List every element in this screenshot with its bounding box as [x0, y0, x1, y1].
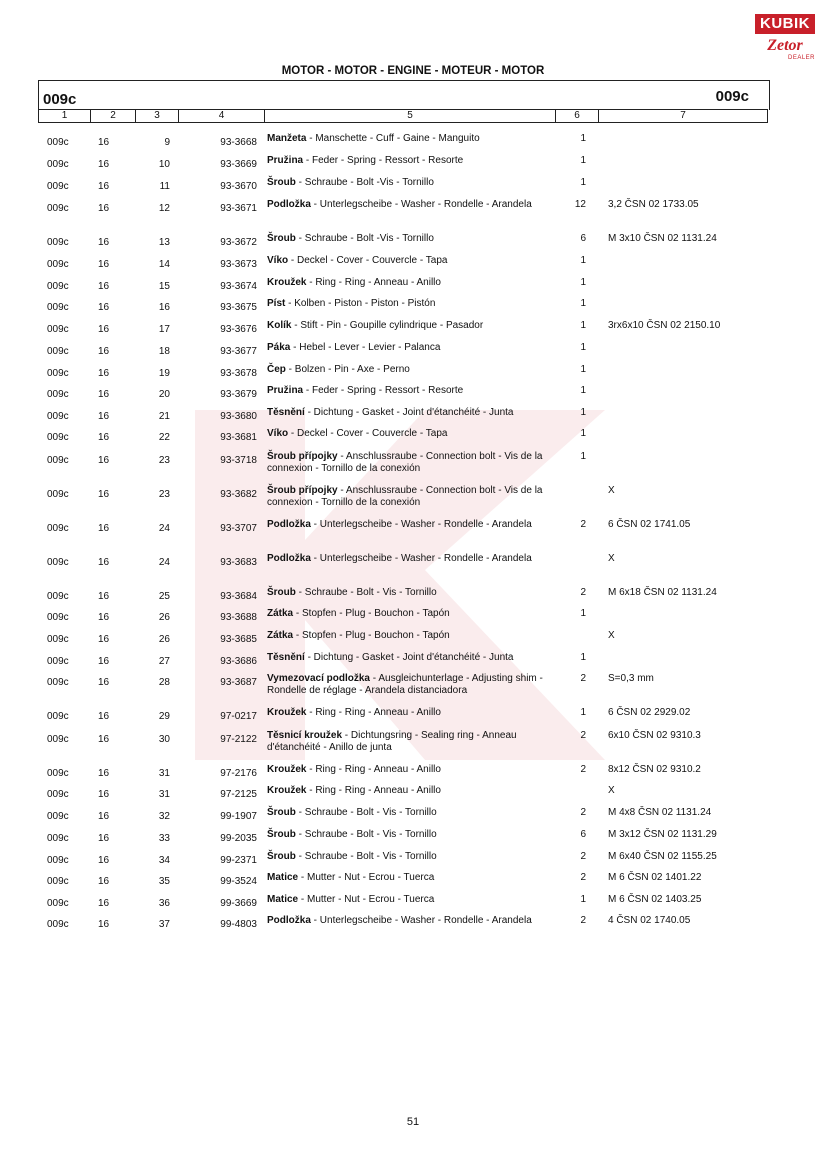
- part-translations: - Schraube - Bolt -Vis - Tornillo: [295, 233, 434, 244]
- cell-section: 16: [98, 677, 110, 688]
- cell-position: 37: [158, 919, 170, 930]
- column-header: 3: [136, 110, 179, 122]
- cell-group: 009c: [47, 612, 69, 623]
- cell-part-number: 93-3681: [220, 432, 257, 443]
- column-header: 2: [91, 110, 136, 122]
- cell-section: 16: [98, 855, 110, 866]
- cell-section: 16: [98, 591, 110, 602]
- part-translations: - Unterlegscheibe - Washer - Rondelle - Arandela: [310, 199, 532, 210]
- cell-description: [267, 872, 562, 884]
- cell-quantity: 1: [580, 652, 586, 663]
- cell-position: 34: [158, 855, 170, 866]
- part-name: Šroub: [267, 587, 296, 598]
- part-name: Kroužek: [267, 764, 307, 775]
- cell-group: 009c: [47, 159, 69, 170]
- part-translations: - Kolben - Piston - Piston - Pistón: [285, 298, 436, 309]
- cell-section: 16: [98, 711, 110, 722]
- cell-group: 009c: [47, 876, 69, 887]
- cell-note: X: [608, 553, 615, 564]
- cell-group: 009c: [47, 898, 69, 909]
- section-code-left: 009c: [43, 91, 77, 108]
- part-name: Víko: [267, 255, 289, 266]
- part-name: Šroub: [267, 807, 296, 818]
- cell-section: 16: [98, 281, 110, 292]
- part-name: Matice: [267, 894, 299, 905]
- cell-part-number: 99-3669: [220, 898, 257, 909]
- cell-position: 35: [158, 876, 170, 887]
- cell-group: 009c: [47, 389, 69, 400]
- cell-part-number: 93-3679: [220, 389, 257, 400]
- cell-position: 9: [164, 137, 170, 148]
- cell-group: 009c: [47, 489, 69, 500]
- part-translations: - Unterlegscheibe - Washer - Rondelle - Arandela: [310, 915, 532, 926]
- cell-quantity: 1: [580, 364, 586, 375]
- column-header: 4: [179, 110, 265, 122]
- cell-section: 16: [98, 612, 110, 623]
- part-name: Kroužek: [267, 277, 307, 288]
- cell-section: 16: [98, 811, 110, 822]
- part-translations: - Unterlegscheibe - Washer - Rondelle - Arandela: [310, 553, 532, 564]
- part-name: Čep: [267, 364, 286, 375]
- cell-section: 16: [98, 203, 110, 214]
- cell-description: [267, 807, 562, 819]
- cell-note: M 6 ČSN 02 1403.25: [608, 894, 702, 905]
- cell-section: 16: [98, 919, 110, 930]
- part-name: Šroub: [267, 233, 296, 244]
- part-translations: - Ring - Ring - Anneau - Anillo: [306, 707, 441, 718]
- cell-description: [267, 277, 562, 289]
- cell-note: M 6 ČSN 02 1401.22: [608, 872, 702, 883]
- page-title: MOTOR - MOTOR - ENGINE - MOTEUR - MOTOR: [281, 65, 545, 77]
- cell-part-number: 93-3684: [220, 591, 257, 602]
- cell-group: 009c: [47, 789, 69, 800]
- cell-description: [267, 553, 562, 565]
- part-name: Páka: [267, 342, 291, 353]
- part-translations: - Unterlegscheibe - Washer - Rondelle - Arandela: [310, 519, 532, 530]
- cell-description: [267, 177, 562, 189]
- cell-section: 16: [98, 789, 110, 800]
- cell-part-number: 93-3675: [220, 302, 257, 313]
- cell-part-number: 93-3668: [220, 137, 257, 148]
- part-name: Podložka: [267, 553, 311, 564]
- cell-position: 22: [158, 432, 170, 443]
- cell-description: [267, 364, 562, 376]
- part-name: Manžeta: [267, 133, 307, 144]
- cell-part-number: 93-3672: [220, 237, 257, 248]
- cell-note: M 3x10 ČSN 02 1131.24: [608, 233, 717, 244]
- cell-position: 25: [158, 591, 170, 602]
- cell-quantity: 1: [580, 177, 586, 188]
- cell-note: M 3x12 ČSN 02 1131.29: [608, 829, 717, 840]
- cell-note: M 6x18 ČSN 02 1131.24: [608, 587, 717, 598]
- part-name: Šroub přípojky: [267, 451, 338, 462]
- cell-part-number: 99-4803: [220, 919, 257, 930]
- cell-section: 16: [98, 656, 110, 667]
- part-translations: - Dichtung - Gasket - Joint d'étanchéité - Junta: [304, 652, 514, 663]
- cell-description: [267, 385, 562, 397]
- part-translations: - Ausgleichunterlage - Adjusting shim - Rondelle de réglage - Arandela distanciadora: [267, 673, 543, 696]
- cell-group: 009c: [47, 833, 69, 844]
- part-translations: - Stopfen - Plug - Bouchon - Tapón: [293, 630, 450, 641]
- cell-section: 16: [98, 833, 110, 844]
- part-name: Podložka: [267, 199, 311, 210]
- cell-position: 23: [158, 489, 170, 500]
- cell-description: [267, 255, 562, 267]
- cell-description: [267, 155, 562, 167]
- cell-quantity: 2: [580, 587, 586, 598]
- part-name: Pružina: [267, 385, 304, 396]
- cell-description: [267, 428, 562, 440]
- cell-description: [267, 407, 562, 419]
- column-header: 7: [680, 110, 686, 121]
- cell-group: 009c: [47, 919, 69, 930]
- part-translations: - Ring - Ring - Anneau - Anillo: [306, 277, 441, 288]
- cell-part-number: 97-2122: [220, 734, 257, 745]
- part-translations: - Mutter - Nut - Ecrou - Tuerca: [298, 894, 435, 905]
- cell-quantity: 1: [580, 451, 586, 462]
- part-name: Matice: [267, 872, 299, 883]
- cell-position: 33: [158, 833, 170, 844]
- cell-position: 28: [158, 677, 170, 688]
- cell-position: 15: [158, 281, 170, 292]
- cell-quantity: 1: [580, 342, 586, 353]
- cell-group: 009c: [47, 734, 69, 745]
- cell-group: 009c: [47, 677, 69, 688]
- cell-quantity: 1: [580, 428, 586, 439]
- column-header: 6: [556, 110, 599, 122]
- cell-description: [267, 485, 562, 509]
- cell-description: [267, 233, 562, 245]
- part-name: Šroub přípojky: [267, 485, 338, 496]
- cell-note: 3,2 ČSN 02 1733.05: [608, 199, 699, 210]
- cell-position: 10: [158, 159, 170, 170]
- part-name: Šroub: [267, 851, 296, 862]
- cell-position: 13: [158, 237, 170, 248]
- part-translations: - Deckel - Cover - Couvercle - Tapa: [288, 255, 448, 266]
- cell-note: M 6x40 ČSN 02 1155.25: [608, 851, 717, 862]
- cell-note: 6 ČSN 02 1741.05: [608, 519, 691, 530]
- part-translations: - Bolzen - Pin - Axe - Perno: [285, 364, 410, 375]
- cell-quantity: 1: [580, 320, 586, 331]
- cell-quantity: 2: [580, 872, 586, 883]
- cell-part-number: 99-2035: [220, 833, 257, 844]
- cell-quantity: 6: [580, 829, 586, 840]
- cell-part-number: 93-3687: [220, 677, 257, 688]
- logo-brand: KUBIK: [755, 14, 815, 34]
- cell-group: 009c: [47, 237, 69, 248]
- cell-position: 31: [158, 789, 170, 800]
- cell-description: [267, 673, 562, 697]
- cell-group: 009c: [47, 302, 69, 313]
- part-name: Zátka: [267, 608, 294, 619]
- part-translations: - Schraube - Bolt -Vis - Tornillo: [295, 177, 434, 188]
- column-header: 5: [265, 110, 556, 122]
- cell-note: 6 ČSN 02 2929.02: [608, 707, 691, 718]
- cell-section: 16: [98, 876, 110, 887]
- cell-note: 3rx6x10 ČSN 02 2150.10: [608, 320, 721, 331]
- part-translations: - Ring - Ring - Anneau - Anillo: [306, 764, 441, 775]
- cell-note: 6x10 ČSN 02 9310.3: [608, 730, 701, 741]
- cell-description: [267, 851, 562, 863]
- part-name: Těsnicí kroužek: [267, 730, 343, 741]
- cell-section: 16: [98, 734, 110, 745]
- cell-section: 16: [98, 259, 110, 270]
- cell-part-number: 97-2176: [220, 768, 257, 779]
- cell-group: 009c: [47, 259, 69, 270]
- cell-position: 19: [158, 368, 170, 379]
- cell-description: [267, 451, 562, 475]
- cell-position: 20: [158, 389, 170, 400]
- cell-quantity: 6: [580, 233, 586, 244]
- cell-position: 31: [158, 768, 170, 779]
- cell-quantity: 1: [580, 133, 586, 144]
- cell-part-number: 93-3686: [220, 656, 257, 667]
- column-header: 1: [39, 110, 91, 122]
- cell-description: [267, 608, 562, 620]
- section-code-right: 009c: [715, 88, 749, 105]
- cell-group: 009c: [47, 137, 69, 148]
- part-name: Píst: [267, 298, 286, 309]
- cell-quantity: 12: [574, 199, 586, 210]
- cell-group: 009c: [47, 768, 69, 779]
- cell-position: 30: [158, 734, 170, 745]
- cell-description: [267, 829, 562, 841]
- cell-position: 26: [158, 634, 170, 645]
- cell-section: 16: [98, 432, 110, 443]
- cell-part-number: 93-3677: [220, 346, 257, 357]
- cell-quantity: 1: [580, 155, 586, 166]
- cell-group: 009c: [47, 811, 69, 822]
- cell-group: 009c: [47, 455, 69, 466]
- cell-quantity: 1: [580, 255, 586, 266]
- part-translations: - Stopfen - Plug - Bouchon - Tapón: [293, 608, 450, 619]
- part-translations: - Manschette - Cuff - Gaine - Manguito: [306, 133, 480, 144]
- part-name: Podložka: [267, 915, 311, 926]
- cell-part-number: 93-3688: [220, 612, 257, 623]
- cell-part-number: 97-2125: [220, 789, 257, 800]
- cell-description: [267, 199, 562, 211]
- cell-section: 16: [98, 368, 110, 379]
- part-translations: - Schraube - Bolt - Vis - Tornillo: [295, 851, 437, 862]
- cell-part-number: 93-3673: [220, 259, 257, 270]
- cell-part-number: 93-3671: [220, 203, 257, 214]
- cell-section: 16: [98, 557, 110, 568]
- cell-position: 14: [158, 259, 170, 270]
- cell-section: 16: [98, 523, 110, 534]
- part-name: Podložka: [267, 519, 311, 530]
- part-translations: - Stift - Pin - Goupille cylindrique - Pasador: [291, 320, 484, 331]
- cell-group: 009c: [47, 281, 69, 292]
- part-translations: - Dichtungsring - Sealing ring - Anneau d'étanchéité - Anillo de junta: [267, 730, 517, 753]
- cell-part-number: 93-3682: [220, 489, 257, 500]
- cell-description: [267, 730, 562, 754]
- cell-section: 16: [98, 898, 110, 909]
- cell-description: [267, 785, 562, 797]
- cell-description: [267, 630, 562, 642]
- cell-description: [267, 320, 562, 332]
- cell-note: M 4x8 ČSN 02 1131.24: [608, 807, 712, 818]
- cell-part-number: 93-3676: [220, 324, 257, 335]
- cell-position: 17: [158, 324, 170, 335]
- cell-section: 16: [98, 346, 110, 357]
- cell-part-number: 93-3669: [220, 159, 257, 170]
- cell-quantity: 2: [580, 807, 586, 818]
- cell-quantity: 1: [580, 277, 586, 288]
- cell-note: S=0,3 mm: [608, 673, 654, 684]
- cell-group: 009c: [47, 634, 69, 645]
- cell-quantity: 2: [580, 764, 586, 775]
- cell-quantity: 1: [580, 407, 586, 418]
- cell-description: [267, 298, 562, 310]
- cell-group: 009c: [47, 346, 69, 357]
- cell-description: [267, 587, 562, 599]
- cell-section: 16: [98, 137, 110, 148]
- cell-quantity: 1: [580, 385, 586, 396]
- cell-section: 16: [98, 489, 110, 500]
- cell-part-number: 93-3685: [220, 634, 257, 645]
- cell-position: 18: [158, 346, 170, 357]
- cell-group: 009c: [47, 203, 69, 214]
- part-name: Zátka: [267, 630, 294, 641]
- cell-quantity: 2: [580, 730, 586, 741]
- cell-note: X: [608, 785, 615, 796]
- cell-group: 009c: [47, 181, 69, 192]
- cell-part-number: 93-3707: [220, 523, 257, 534]
- part-translations: - Schraube - Bolt - Vis - Tornillo: [295, 807, 437, 818]
- part-name: Kolík: [267, 320, 292, 331]
- cell-position: 27: [158, 656, 170, 667]
- part-translations: - Feder - Spring - Ressort - Resorte: [303, 155, 464, 166]
- cell-position: 36: [158, 898, 170, 909]
- part-name: Těsnění: [267, 407, 305, 418]
- cell-part-number: 93-3718: [220, 455, 257, 466]
- part-translations: - Hebel - Lever - Levier - Palanca: [290, 342, 441, 353]
- cell-quantity: 1: [580, 298, 586, 309]
- cell-part-number: 97-0217: [220, 711, 257, 722]
- part-name: Vymezovací podložka: [267, 673, 370, 684]
- cell-position: 21: [158, 411, 170, 422]
- part-translations: - Mutter - Nut - Ecrou - Tuerca: [298, 872, 435, 883]
- cell-quantity: 2: [580, 851, 586, 862]
- cell-group: 009c: [47, 656, 69, 667]
- part-name: Kroužek: [267, 707, 307, 718]
- cell-group: 009c: [47, 711, 69, 722]
- part-translations: - Ring - Ring - Anneau - Anillo: [306, 785, 441, 796]
- cell-part-number: 93-3674: [220, 281, 257, 292]
- part-name: Pružina: [267, 155, 304, 166]
- part-name: Kroužek: [267, 785, 307, 796]
- cell-note: X: [608, 630, 615, 641]
- cell-part-number: 99-1907: [220, 811, 257, 822]
- cell-position: 12: [158, 203, 170, 214]
- part-name: Víko: [267, 428, 289, 439]
- cell-position: 11: [159, 181, 170, 192]
- cell-section: 16: [98, 324, 110, 335]
- part-translations: - Dichtung - Gasket - Joint d'étanchéité - Junta: [304, 407, 514, 418]
- cell-position: 26: [158, 612, 170, 623]
- cell-position: 23: [158, 455, 170, 466]
- part-translations: - Anschlussraube - Connection bolt - Vis de la connexion - Tornillo de la conexión: [267, 485, 543, 508]
- cell-description: [267, 342, 562, 354]
- part-name: Šroub: [267, 177, 296, 188]
- cell-quantity: 2: [580, 915, 586, 926]
- logo-sub-text: DEALER: [787, 55, 815, 61]
- cell-quantity: 2: [580, 519, 586, 530]
- cell-group: 009c: [47, 411, 69, 422]
- cell-group: 009c: [47, 855, 69, 866]
- cell-section: 16: [98, 455, 110, 466]
- section-header: [38, 80, 770, 110]
- part-translations: - Deckel - Cover - Couvercle - Tapa: [288, 428, 448, 439]
- part-translations: - Schraube - Bolt - Vis - Tornillo: [295, 587, 437, 598]
- page-number: 51: [406, 1116, 420, 1128]
- cell-group: 009c: [47, 368, 69, 379]
- cell-section: 16: [98, 768, 110, 779]
- cell-part-number: 99-2371: [220, 855, 257, 866]
- cell-part-number: 93-3683: [220, 557, 257, 568]
- cell-position: 24: [158, 523, 170, 534]
- cell-section: 16: [98, 389, 110, 400]
- cell-part-number: 93-3680: [220, 411, 257, 422]
- cell-quantity: 1: [580, 608, 586, 619]
- cell-section: 16: [98, 302, 110, 313]
- cell-quantity: 1: [580, 894, 586, 905]
- part-translations: - Schraube - Bolt - Vis - Tornillo: [295, 829, 437, 840]
- cell-position: 32: [158, 811, 170, 822]
- part-name: Těsnění: [267, 652, 305, 663]
- brand-logo: [755, 14, 815, 70]
- cell-quantity: 1: [580, 707, 586, 718]
- cell-section: 16: [98, 159, 110, 170]
- cell-position: 29: [158, 711, 170, 722]
- cell-group: 009c: [47, 557, 69, 568]
- cell-position: 16: [158, 302, 170, 313]
- cell-description: [267, 764, 562, 776]
- cell-section: 16: [98, 634, 110, 645]
- cell-description: [267, 707, 562, 719]
- cell-note: 8x12 ČSN 02 9310.2: [608, 764, 701, 775]
- cell-group: 009c: [47, 591, 69, 602]
- cell-note: 4 ČSN 02 1740.05: [608, 915, 691, 926]
- cell-description: [267, 894, 562, 906]
- cell-description: [267, 133, 562, 145]
- cell-description: [267, 915, 562, 927]
- column-header-row: [38, 109, 768, 123]
- part-name: Šroub: [267, 829, 296, 840]
- part-translations: - Feder - Spring - Ressort - Resorte: [303, 385, 464, 396]
- cell-part-number: 99-3524: [220, 876, 257, 887]
- cell-description: [267, 519, 562, 531]
- cell-section: 16: [98, 181, 110, 192]
- cell-quantity: 2: [580, 673, 586, 684]
- cell-section: 16: [98, 411, 110, 422]
- cell-group: 009c: [47, 523, 69, 534]
- cell-description: [267, 652, 562, 664]
- cell-section: 16: [98, 237, 110, 248]
- cell-part-number: 93-3670: [220, 181, 257, 192]
- cell-group: 009c: [47, 432, 69, 443]
- cell-part-number: 93-3678: [220, 368, 257, 379]
- part-translations: - Anschlussraube - Connection bolt - Vis de la connexion - Tornillo de la conexión: [267, 451, 543, 474]
- cell-group: 009c: [47, 324, 69, 335]
- cell-position: 24: [158, 557, 170, 568]
- logo-sub-brand: Zetor: [767, 37, 803, 54]
- cell-note: X: [608, 485, 615, 496]
